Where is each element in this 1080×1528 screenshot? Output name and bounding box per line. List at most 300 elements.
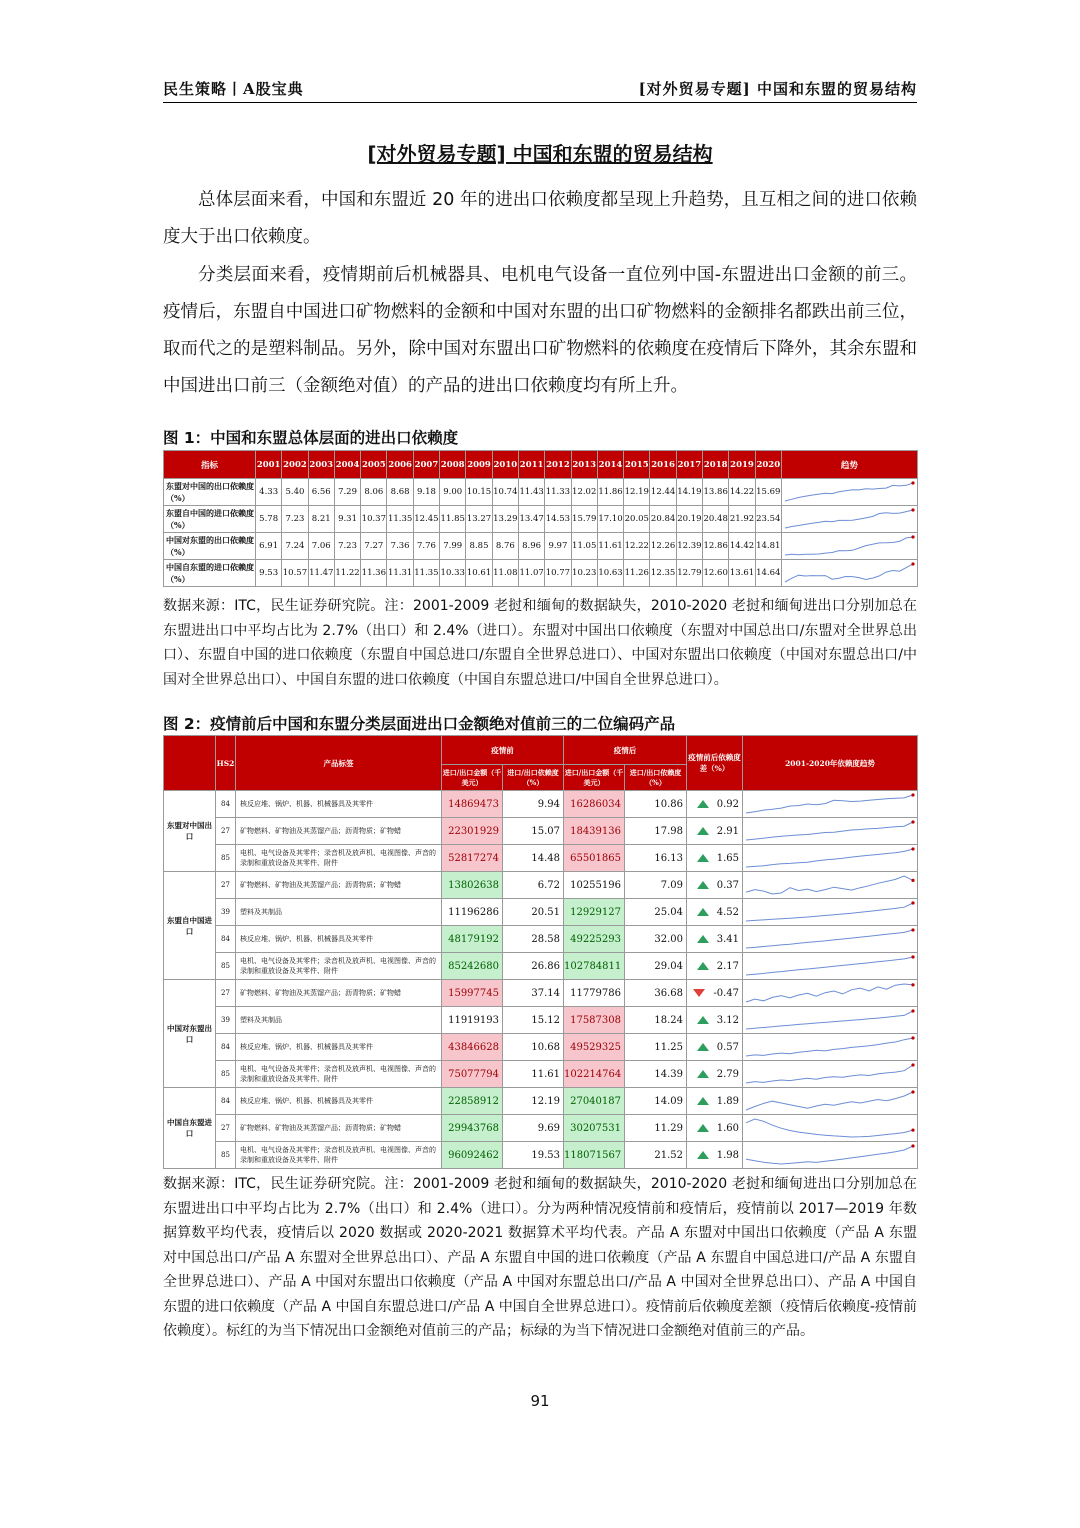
post-dependency: 10.86 <box>625 791 687 818</box>
value-cell: 12.35 <box>650 560 676 587</box>
pre-amount: 85242680 <box>442 953 503 980</box>
value-cell: 7.23 <box>282 506 308 533</box>
diff-cell <box>687 1007 743 1034</box>
value-cell: 11.22 <box>334 560 360 587</box>
post-amount: 27040187 <box>564 1088 625 1115</box>
value-cell: 8.21 <box>308 506 334 533</box>
value-cell: 11.07 <box>518 560 544 587</box>
table-row <box>164 980 918 1007</box>
hs-code: 85 <box>216 845 236 872</box>
post-amount: 102214764 <box>564 1061 625 1088</box>
table-row <box>164 818 918 845</box>
header-blank <box>164 736 216 791</box>
sparkline-chart <box>782 480 916 504</box>
pre-amount: 43846628 <box>442 1034 503 1061</box>
pre-amount: 14869473 <box>442 791 503 818</box>
diff-value: 1.98 <box>716 1149 739 1161</box>
value-cell: 12.60 <box>703 560 729 587</box>
value-cell: 11.26 <box>624 560 650 587</box>
value-cell: 7.36 <box>387 533 413 560</box>
figure-1-caption: 图 1：中国和东盟总体层面的进出口依赖度 <box>163 429 459 447</box>
triangle-up-icon <box>697 1016 709 1024</box>
value-cell: 11.43 <box>518 479 544 506</box>
header-hs2: HS2 <box>216 736 236 791</box>
pre-dependency: 6.72 <box>503 872 564 899</box>
hs-code: 27 <box>216 872 236 899</box>
value-cell: 10.74 <box>492 479 518 506</box>
post-dependency: 18.24 <box>625 1007 687 1034</box>
value-cell: 7.27 <box>361 533 387 560</box>
figure-1-table <box>163 450 918 587</box>
sparkline-series <box>746 1065 913 1083</box>
sparkline-last-point <box>911 955 914 958</box>
sparkline-last-point <box>911 879 914 882</box>
row-label: 中国对东盟的出口依赖度（%） <box>164 533 256 560</box>
triangle-up-icon <box>697 962 709 970</box>
figure-2-table <box>163 735 918 1169</box>
page-number: 91 <box>530 1392 550 1410</box>
trend-cell <box>743 980 918 1007</box>
sparkline-last-point <box>911 901 914 904</box>
sparkline-series <box>746 930 913 948</box>
diff-cell <box>687 1088 743 1115</box>
product-label: 矿物燃料、矿物油及其蒸馏产品；沥青物质；矿物蜡 <box>236 980 442 1007</box>
value-cell: 10.33 <box>440 560 466 587</box>
value-cell: 12.86 <box>703 533 729 560</box>
post-dependency: 16.13 <box>625 845 687 872</box>
pre-amount: 96092462 <box>442 1142 503 1169</box>
post-dependency: 36.68 <box>625 980 687 1007</box>
triangle-up-icon <box>697 854 709 862</box>
sparkline-chart <box>782 534 916 558</box>
hs-code: 27 <box>216 818 236 845</box>
sparkline-last-point <box>911 928 914 931</box>
diff-cell <box>687 872 743 899</box>
hs-code: 85 <box>216 1142 236 1169</box>
value-cell: 13.27 <box>466 506 492 533</box>
value-cell: 4.33 <box>256 479 282 506</box>
group-label: 东盟自中国进口 <box>164 872 216 980</box>
year-header: 2001 <box>256 451 282 479</box>
diff-value: 4.52 <box>716 906 739 918</box>
value-cell: 10.63 <box>597 560 623 587</box>
value-cell: 7.24 <box>282 533 308 560</box>
sparkline-last-point <box>911 535 914 538</box>
value-cell: 20.05 <box>624 506 650 533</box>
post-dependency: 17.98 <box>625 818 687 845</box>
diff-cell <box>687 980 743 1007</box>
sparkline-chart <box>782 561 916 585</box>
table-row <box>164 1034 918 1061</box>
value-cell: 7.29 <box>334 479 360 506</box>
year-header: 2009 <box>466 451 492 479</box>
value-cell: 13.47 <box>518 506 544 533</box>
diff-cell <box>687 1115 743 1142</box>
value-cell: 11.61 <box>597 533 623 560</box>
diff-cell <box>687 953 743 980</box>
group-label: 中国对东盟出口 <box>164 980 216 1088</box>
value-cell: 11.47 <box>308 560 334 587</box>
sparkline-chart <box>743 981 916 1005</box>
value-cell: 11.85 <box>440 506 466 533</box>
post-amount: 16286034 <box>564 791 625 818</box>
table-row <box>164 926 918 953</box>
value-cell: 9.31 <box>334 506 360 533</box>
value-cell: 12.26 <box>650 533 676 560</box>
trend-cell <box>743 1088 918 1115</box>
table-row <box>164 1088 918 1115</box>
value-cell: 5.40 <box>282 479 308 506</box>
table-row <box>164 872 918 899</box>
sparkline-series <box>746 876 913 894</box>
product-label: 矿物燃料、矿物油及其蒸馏产品；沥青物质；矿物蜡 <box>236 872 442 899</box>
value-cell: 12.39 <box>676 533 702 560</box>
sparkline-series <box>746 984 913 1002</box>
product-label: 核反应堆、锅炉、机器、机械器具及其零件 <box>236 926 442 953</box>
sparkline-chart <box>782 507 916 531</box>
post-amount: 30207531 <box>564 1115 625 1142</box>
value-cell: 10.23 <box>571 560 597 587</box>
sparkline-last-point <box>911 820 914 823</box>
triangle-up-icon <box>697 1070 709 1078</box>
hs-code: 39 <box>216 899 236 926</box>
pre-dependency: 26.86 <box>503 953 564 980</box>
value-cell: 10.57 <box>282 560 308 587</box>
value-cell: 14.81 <box>755 533 781 560</box>
diff-cell <box>687 1034 743 1061</box>
post-amount: 17587308 <box>564 1007 625 1034</box>
value-cell: 11.31 <box>387 560 413 587</box>
table-row <box>164 1061 918 1088</box>
value-cell: 11.33 <box>545 479 571 506</box>
trend-cell <box>743 818 918 845</box>
value-cell: 7.76 <box>413 533 439 560</box>
trend-cell <box>743 872 918 899</box>
sparkline-last-point <box>911 847 914 850</box>
header-amount: 进口/出口金额（千美元） <box>442 765 503 791</box>
sparkline-chart <box>743 1143 916 1167</box>
value-cell: 12.22 <box>624 533 650 560</box>
triangle-up-icon <box>697 1043 709 1051</box>
year-header: 2012 <box>545 451 571 479</box>
value-cell: 14.19 <box>676 479 702 506</box>
year-header: 2015 <box>624 451 650 479</box>
sparkline-series <box>785 483 913 501</box>
diff-value: 3.41 <box>716 933 739 945</box>
table-row <box>164 1007 918 1034</box>
product-label: 矿物燃料、矿物油及其蒸馏产品；沥青物质；矿物蜡 <box>236 1115 442 1142</box>
diff-value: 2.17 <box>716 960 739 972</box>
header-trend: 2001-2020年依赖度趋势 <box>743 736 918 791</box>
trend-cell <box>743 926 918 953</box>
header-indicator: 指标 <box>164 451 256 479</box>
diff-value: 0.37 <box>716 879 739 891</box>
diff-value: -0.47 <box>713 987 739 999</box>
diff-value: 3.12 <box>716 1014 739 1026</box>
hs-code: 84 <box>216 926 236 953</box>
value-cell: 9.97 <box>545 533 571 560</box>
pre-dependency: 10.68 <box>503 1034 564 1061</box>
sparkline-series <box>746 1038 913 1056</box>
year-header: 2007 <box>413 451 439 479</box>
value-cell: 13.61 <box>729 560 755 587</box>
value-cell: 10.37 <box>361 506 387 533</box>
post-amount: 18439136 <box>564 818 625 845</box>
pre-amount: 22301929 <box>442 818 503 845</box>
table-row <box>164 1142 918 1169</box>
value-cell: 12.79 <box>676 560 702 587</box>
value-cell: 12.44 <box>650 479 676 506</box>
header-amount: 进口/出口金额（千美元） <box>564 765 625 791</box>
sparkline-last-point <box>911 1144 914 1147</box>
trend-cell <box>781 479 917 506</box>
value-cell: 7.06 <box>308 533 334 560</box>
diff-cell <box>687 1061 743 1088</box>
diff-cell <box>687 845 743 872</box>
post-dependency: 11.29 <box>625 1115 687 1142</box>
header-product: 产品标签 <box>236 736 442 791</box>
diff-value: 1.65 <box>716 852 739 864</box>
sparkline-chart <box>743 1008 916 1032</box>
value-cell: 11.36 <box>361 560 387 587</box>
diff-cell <box>687 791 743 818</box>
value-cell: 10.61 <box>466 560 492 587</box>
value-cell: 9.53 <box>256 560 282 587</box>
sparkline-last-point <box>911 562 914 565</box>
diff-cell <box>687 818 743 845</box>
value-cell: 23.54 <box>755 506 781 533</box>
row-label: 中国自东盟的进口依赖度（%） <box>164 560 256 587</box>
pre-dependency: 19.53 <box>503 1142 564 1169</box>
sparkline-series <box>746 795 913 813</box>
table-row <box>164 533 918 560</box>
value-cell: 20.19 <box>676 506 702 533</box>
sparkline-last-point <box>911 1090 914 1093</box>
value-cell: 13.86 <box>703 479 729 506</box>
pre-amount: 11919193 <box>442 1007 503 1034</box>
pre-dependency: 9.94 <box>503 791 564 818</box>
value-cell: 7.99 <box>440 533 466 560</box>
sparkline-chart <box>743 792 916 816</box>
post-dependency: 25.04 <box>625 899 687 926</box>
trend-cell <box>781 506 917 533</box>
triangle-up-icon <box>697 827 709 835</box>
trend-cell <box>781 533 917 560</box>
value-cell: 10.15 <box>466 479 492 506</box>
trend-cell <box>743 845 918 872</box>
sparkline-last-point <box>911 1129 914 1132</box>
pre-dependency: 37.14 <box>503 980 564 1007</box>
value-cell: 11.35 <box>387 506 413 533</box>
year-header: 2017 <box>676 451 702 479</box>
hs-code: 27 <box>216 1115 236 1142</box>
trend-cell <box>743 899 918 926</box>
pre-dependency: 20.51 <box>503 899 564 926</box>
sparkline-last-point <box>911 508 914 511</box>
header-row-1 <box>164 736 918 765</box>
sparkline-chart <box>743 954 916 978</box>
year-header: 2016 <box>650 451 676 479</box>
value-cell: 14.64 <box>755 560 781 587</box>
value-cell: 9.00 <box>440 479 466 506</box>
sparkline-last-point <box>911 793 914 796</box>
paragraph-2: 分类层面来看，疫情期前后机械器具、电机电气设备一直位列中国-东盟进出口金额的前三。疫情后，东盟自中国进口矿物燃料的金额和中国对东盟的出口矿物燃料的金额排名都跌出前三位，取而代之的是塑料制品。另外，除中国对东盟出口矿物燃料的依赖度在疫情后下降外，其余东盟和中国进出口前三（金额绝对值）的产品的进出口依赖度均有所上升。 <box>163 265 917 396</box>
sparkline-last-point <box>911 1036 914 1039</box>
product-label: 电机、电气设备及其零件；录音机及放声机、电视图像、声音的录制和重放设备及其零件、附件 <box>236 1061 442 1088</box>
year-header: 2004 <box>334 451 360 479</box>
post-amount: 12929127 <box>564 899 625 926</box>
header-row <box>164 451 918 479</box>
table-row <box>164 479 918 506</box>
value-cell: 12.19 <box>624 479 650 506</box>
trend-cell <box>743 1115 918 1142</box>
pre-amount: 11196286 <box>442 899 503 926</box>
triangle-up-icon <box>697 800 709 808</box>
triangle-up-icon <box>697 1151 709 1159</box>
triangle-up-icon <box>697 1124 709 1132</box>
value-cell: 20.84 <box>650 506 676 533</box>
post-dependency: 7.09 <box>625 872 687 899</box>
sparkline-last-point <box>911 481 914 484</box>
diff-value: 1.60 <box>716 1122 739 1134</box>
sparkline-chart <box>743 1089 916 1113</box>
sparkline-chart <box>743 819 916 843</box>
trend-cell <box>743 1034 918 1061</box>
value-cell: 8.76 <box>492 533 518 560</box>
product-label: 矿物燃料、矿物油及其蒸馏产品；沥青物质；矿物蜡 <box>236 818 442 845</box>
year-header: 2002 <box>282 451 308 479</box>
page-title: [对外贸易专题] 中国和东盟的贸易结构 <box>367 142 713 166</box>
year-header: 2019 <box>729 451 755 479</box>
value-cell: 14.22 <box>729 479 755 506</box>
year-header: 2011 <box>518 451 544 479</box>
header-trend: 趋势 <box>781 451 917 479</box>
post-amount: 118071567 <box>564 1142 625 1169</box>
value-cell: 17.10 <box>597 506 623 533</box>
year-header: 2005 <box>361 451 387 479</box>
header-dep: 进口/出口依赖度（%） <box>503 765 564 791</box>
value-cell: 6.56 <box>308 479 334 506</box>
pre-amount: 52817274 <box>442 845 503 872</box>
pre-dependency: 15.12 <box>503 1007 564 1034</box>
post-dependency: 29.04 <box>625 953 687 980</box>
diff-cell <box>687 899 743 926</box>
sparkline-chart <box>743 1116 916 1140</box>
year-header: 2008 <box>440 451 466 479</box>
triangle-up-icon <box>697 935 709 943</box>
group-label: 中国自东盟进口 <box>164 1088 216 1169</box>
sparkline-series <box>746 903 913 921</box>
hs-code: 84 <box>216 791 236 818</box>
product-label: 电机、电气设备及其零件；录音机及放声机、电视图像、声音的录制和重放设备及其零件、附件 <box>236 1142 442 1169</box>
post-dependency: 14.09 <box>625 1088 687 1115</box>
sparkline-chart <box>743 846 916 870</box>
value-cell: 10.77 <box>545 560 571 587</box>
sparkline-series <box>746 1119 913 1137</box>
sparkline-series <box>785 564 913 582</box>
sparkline-chart <box>743 1035 916 1059</box>
product-label: 电机、电气设备及其零件；录音机及放声机、电视图像、声音的录制和重放设备及其零件、附件 <box>236 845 442 872</box>
value-cell: 20.48 <box>703 506 729 533</box>
header-divider <box>163 102 917 103</box>
trend-cell <box>743 953 918 980</box>
pre-dependency: 9.69 <box>503 1115 564 1142</box>
value-cell: 6.91 <box>256 533 282 560</box>
sparkline-chart <box>743 873 916 897</box>
sparkline-series <box>785 537 913 555</box>
sparkline-chart <box>743 1062 916 1086</box>
value-cell: 21.92 <box>729 506 755 533</box>
table-row <box>164 953 918 980</box>
pre-dependency: 14.48 <box>503 845 564 872</box>
pre-dependency: 15.07 <box>503 818 564 845</box>
table-row <box>164 506 918 533</box>
hs-code: 84 <box>216 1088 236 1115</box>
value-cell: 13.29 <box>492 506 518 533</box>
group-label: 东盟对中国出口 <box>164 791 216 872</box>
value-cell: 14.42 <box>729 533 755 560</box>
table-row <box>164 1115 918 1142</box>
sparkline-series <box>746 822 913 840</box>
table-row <box>164 791 918 818</box>
sparkline-series <box>785 510 913 528</box>
diff-value: 2.79 <box>716 1068 739 1080</box>
pre-amount: 15997745 <box>442 980 503 1007</box>
pre-amount: 48179192 <box>442 926 503 953</box>
sparkline-chart <box>743 927 916 951</box>
product-label: 塑料及其制品 <box>236 899 442 926</box>
diff-cell <box>687 926 743 953</box>
hs-code: 39 <box>216 1007 236 1034</box>
value-cell: 8.85 <box>466 533 492 560</box>
product-label: 核反应堆、锅炉、机器、机械器具及其零件 <box>236 1034 442 1061</box>
hs-code: 85 <box>216 953 236 980</box>
sparkline-series <box>746 849 913 867</box>
triangle-up-icon <box>697 1097 709 1105</box>
sparkline-series <box>746 1146 913 1164</box>
post-amount: 11779786 <box>564 980 625 1007</box>
diff-value: 1.89 <box>716 1095 739 1107</box>
diff-value: 2.91 <box>716 825 739 837</box>
year-header: 2013 <box>571 451 597 479</box>
header-left: 民生策略丨A股宝典 <box>163 80 304 98</box>
table-row <box>164 845 918 872</box>
value-cell: 8.68 <box>387 479 413 506</box>
value-cell: 12.02 <box>571 479 597 506</box>
value-cell: 15.69 <box>755 479 781 506</box>
value-cell: 11.86 <box>597 479 623 506</box>
value-cell: 15.79 <box>571 506 597 533</box>
year-header: 2020 <box>755 451 781 479</box>
year-header: 2003 <box>308 451 334 479</box>
year-header: 2010 <box>492 451 518 479</box>
product-label: 核反应堆、锅炉、机器、机械器具及其零件 <box>236 791 442 818</box>
header-dep: 进口/出口依赖度（%） <box>625 765 687 791</box>
figure-1-note: 数据来源：ITC，民生证券研究院。注：2001-2009 老挝和缅甸的数据缺失，2010-2020 老挝和缅甸进出口分别加总在东盟进出口中平均占比为 2.7%（出口）和 2.4%（进口）。东盟对中国出口依赖度（东盟对中国总出口/东盟对全世界总出口）、东盟自中国的进口依赖度（东盟自中国总进口/东盟自全世界总进口）、中国对东盟出口依赖度（中国对东盟总出口/中国对全世界总出口）、中国自东盟的进口依赖度（中国自东盟总进口/中国自全世界总进口）。 <box>163 598 917 688</box>
product-label: 核反应堆、锅炉、机器、机械器具及其零件 <box>236 1088 442 1115</box>
pre-dependency: 28.58 <box>503 926 564 953</box>
header-after: 疫情后 <box>564 736 687 765</box>
diff-value: 0.57 <box>716 1041 739 1053</box>
trend-cell <box>743 1142 918 1169</box>
diff-value: 0.92 <box>716 798 739 810</box>
header-diff: 疫情前后依赖度差（%） <box>687 736 743 791</box>
hs-code: 85 <box>216 1061 236 1088</box>
post-dependency: 32.00 <box>625 926 687 953</box>
triangle-up-icon <box>697 881 709 889</box>
post-amount: 49225293 <box>564 926 625 953</box>
value-cell: 12.45 <box>413 506 439 533</box>
